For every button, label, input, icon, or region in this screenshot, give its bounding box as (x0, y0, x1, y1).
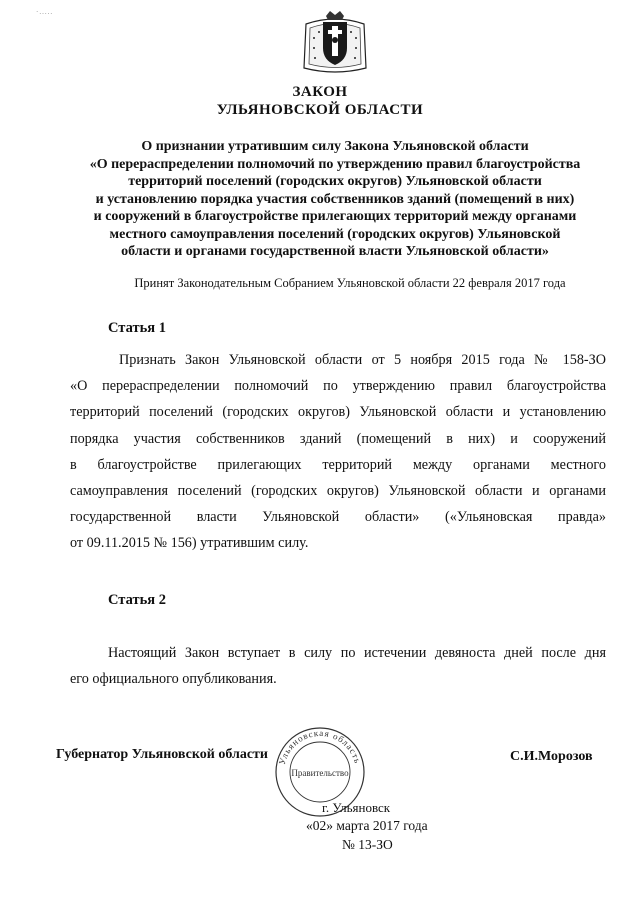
adoption-note: Принят Законодательным Собранием Ульяновской области 22 февраля 2017 года (134, 276, 566, 290)
paragraph-line: самоуправления поселений (городских округов) Ульяновской области и органами (70, 483, 606, 500)
paragraph-line: «О перераспределении полномочий по утверждению правил благоустройства (70, 378, 606, 395)
seal-center-text: Правительство (291, 768, 349, 778)
article-1-heading: Статья 1 (108, 320, 166, 336)
subject-line: области и органами государственной власти Ульяновской области» (121, 244, 549, 259)
paragraph-line: территорий поселений (городских округов) Ульяновской области и установлению (70, 404, 606, 421)
seal-ring-text: Ульяновская область (276, 727, 364, 766)
article-2-text (70, 640, 606, 692)
subject-line: территорий поселений (городских округов) Ульяновской области (128, 174, 542, 189)
paragraph-line: Настоящий Закон вступает в силу по истечении девяноста дней после дня (108, 645, 606, 661)
paragraph-line: государственной власти Ульяновской области» («Ульяновская правда» (70, 509, 606, 526)
subject-line: «О перераспределении полномочий по утверждению правил благоустройства (89, 156, 581, 172)
subject-line: местного самоуправления поселений (городских округов) Ульяновской (109, 226, 561, 242)
signatory-position: Губернатор Ульяновской области (56, 747, 268, 762)
subject-line: и установлению порядка участия собственников зданий (помещений в них) (95, 191, 575, 207)
paragraph-line: его официального опубликования. (70, 671, 277, 688)
place-of-signing: г. Ульяновск (322, 800, 391, 815)
coat-of-arms-emblem (300, 10, 370, 76)
corner-mark: ·..... (36, 8, 54, 16)
signing-date: «02» марта 2017 года (306, 818, 428, 833)
signatory-name: С.И.Морозов (510, 749, 593, 764)
document-type-title: ЗАКОН (292, 84, 348, 100)
paragraph-line: в благоустройстве прилегающих территорий между органами местного (70, 456, 606, 473)
svg-text:Ульяновская область (277, 728, 363, 766)
subject-line: О признании утратившим силу Закона Ульяновской области (141, 139, 529, 154)
paragraph-line: порядка участия собственников зданий (помещений в них) и сооружений (70, 430, 606, 447)
law-number: № 13-ЗО (342, 837, 393, 852)
law-subject (60, 138, 610, 261)
article-2-heading: Статья 2 (108, 592, 166, 608)
paragraph-line: от 09.11.2015 № 156) утратившим силу. (70, 535, 309, 552)
region-title: УЛЬЯНОВСКОЙ ОБЛАСТИ (216, 102, 424, 118)
subject-line: и сооружений в благоустройстве прилегающих территорий между органами (93, 209, 577, 224)
paragraph-line: Признать Закон Ульяновской области от 5 ноября 2015 года № 158-ЗО (119, 352, 606, 368)
article-1-text (70, 347, 606, 557)
